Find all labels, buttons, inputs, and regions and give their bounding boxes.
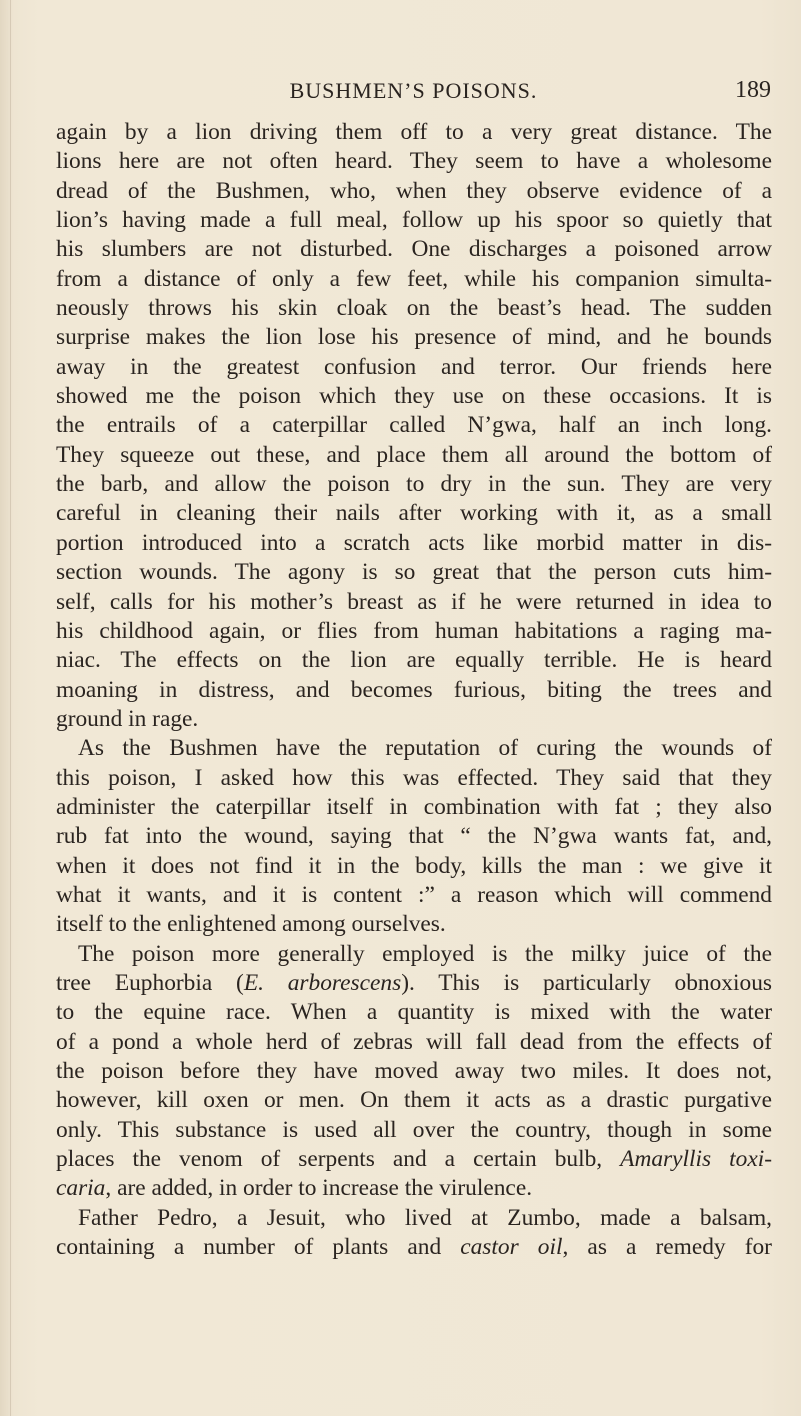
text-line: tree Euphorbia (E. arborescens). This is particularly obnoxious xyxy=(56,969,772,996)
text-line: Father Pedro, a Jesuit, who lived at Zumbo, made a balsam, xyxy=(78,1204,772,1231)
text-line: however, kill oxen or men. On them it acts as a drastic purgative xyxy=(56,1087,772,1114)
text-line: surprise makes the lion lose his presence of mind, and he bounds xyxy=(56,324,772,351)
text-line: dread of the Bushmen, who, when they observe evidence of a xyxy=(56,177,772,204)
text-line: self, calls for his mother’s breast as if he were returned in idea to xyxy=(56,588,772,615)
text-line: lions here are not often heard. They seem to have a wholesome xyxy=(56,148,772,175)
text-line: his slumbers are not disturbed. One discharges a poisoned arrow xyxy=(56,236,772,263)
text-line: showed me the poison which they use on these occasions. It is xyxy=(56,383,772,410)
text-line: administer the caterpillar itself in combination with fat ; they also xyxy=(56,793,772,820)
text-line: this poison, I asked how this was effected. They said that they xyxy=(56,764,772,791)
text-line: of a pond a whole herd of zebras will fall dead from the effects of xyxy=(56,1028,772,1055)
running-head xyxy=(56,74,771,106)
text-line: caria, are added, in order to increase the virulence. xyxy=(56,1175,533,1202)
text-line: The poison more generally employed is the milky juice of the xyxy=(78,940,772,967)
text-line: niac. The effects on the lion are equally terrible. He is heard xyxy=(56,647,772,674)
text-line: containing a number of plants and castor oil, as a remedy for xyxy=(56,1234,772,1261)
text-line: when it does not find it in the body, kills the man : we give it xyxy=(56,852,772,879)
text-line: his childhood again, or flies from human habitations a raging ma- xyxy=(56,617,772,644)
text-line: itself to the enlightened among ourselves. xyxy=(56,911,446,938)
text-line: moaning in distress, and becomes furious, biting the trees and xyxy=(56,676,772,703)
text-line: again by a lion driving them off to a very great distance. The xyxy=(56,119,772,145)
text-line: places the venom of serpents and a certain bulb, Amaryllis toxi- xyxy=(56,1146,772,1173)
text-line: careful in cleaning their nails after working with it, as a small xyxy=(56,500,772,527)
page-number: 189 xyxy=(735,77,771,103)
text-line: neously throws his skin cloak on the beast’s head. The sudden xyxy=(56,295,772,322)
body-text xyxy=(56,118,772,1262)
text-line: the barb, and allow the poison to dry in the sun. They are very xyxy=(56,471,772,498)
text-line: away in the greatest confusion and terror. Our friends here xyxy=(56,353,772,380)
text-line: portion introduced into a scratch acts like morbid matter in dis- xyxy=(56,529,772,556)
text-line: ground in rage. xyxy=(56,705,199,732)
text-line: lion’s having made a full meal, follow up his spoor so quietly that xyxy=(56,207,772,234)
text-line: only. This substance is used all over the country, though in some xyxy=(56,1116,772,1143)
text-line: to the equine race. When a quantity is mixed with the water xyxy=(56,999,772,1026)
running-title: BUSHMEN’S POISONS. xyxy=(289,78,538,103)
text-line: section wounds. The agony is so great that the person cuts him- xyxy=(56,559,772,586)
text-line: As the Bushmen have the reputation of curing the wounds of xyxy=(78,735,772,762)
text-line: what it wants, and it is content :” a reason which will commend xyxy=(56,881,772,908)
gutter-shadow xyxy=(10,0,11,1416)
text-line: the poison before they have moved away two miles. It does not, xyxy=(56,1058,772,1084)
text-line: rub fat into the wound, saying that “ the N’gwa wants fat, and, xyxy=(56,823,772,850)
text-line: the entrails of a caterpillar called N’gwa, half an inch long. xyxy=(56,412,772,439)
text-line: from a distance of only a few feet, while his companion simulta- xyxy=(56,265,772,292)
text-line: They squeeze out these, and place them all around the bottom of xyxy=(56,441,772,468)
